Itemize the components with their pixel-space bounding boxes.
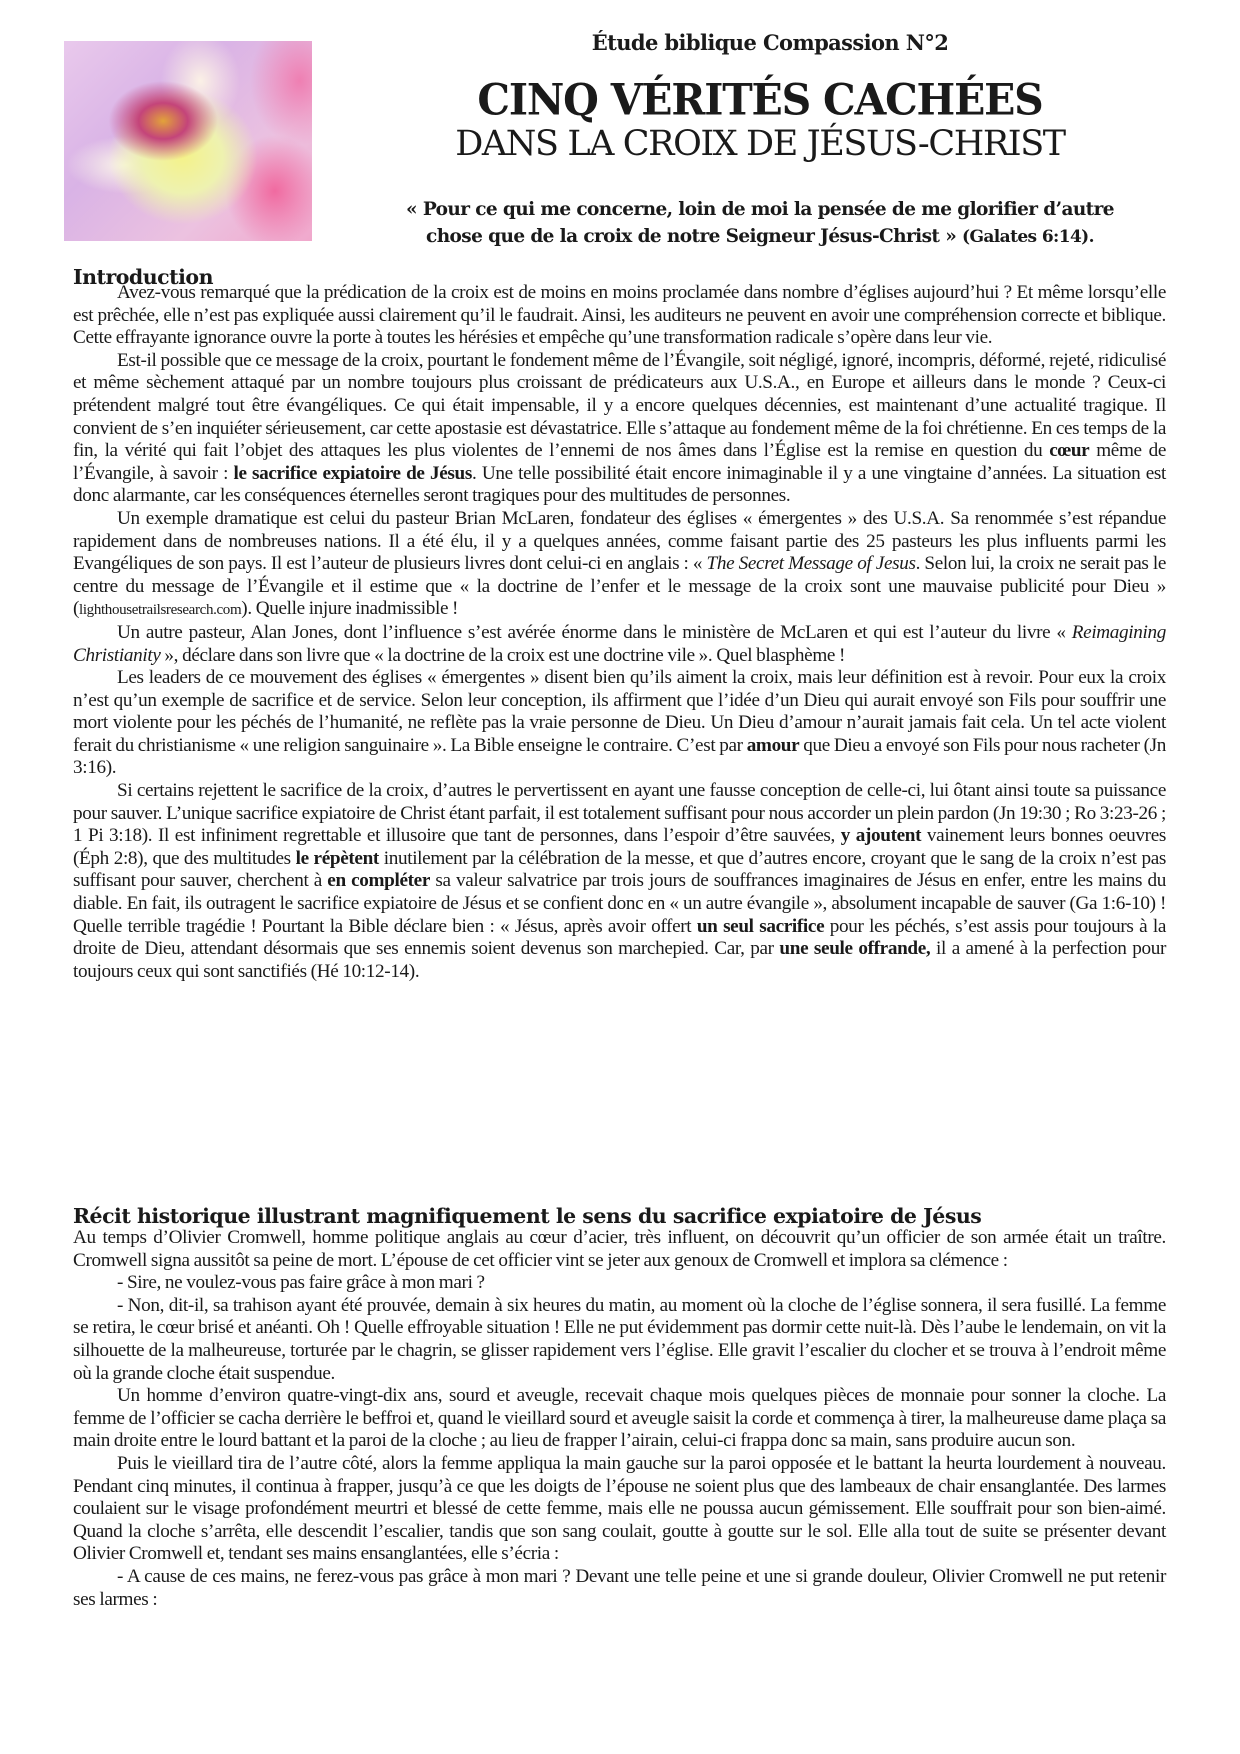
epigraph-line-2 [330,223,1190,251]
paragraph [73,1385,1166,1453]
page-subtitle: DANS LA CROIX DE JÉSUS-CHRIST [455,124,1065,164]
text-run: - Non, dit-il, sa trahison ayant été prouvée, demain à six heures du matin, au moment où la cloche de l’église sonnera, il sera fusillé. La femme se retira, le cœur brisé et anéanti. Oh ! Quelle effroyable situation ! Elle ne put évidemment pas dormir cette nuit-là. Dès l’aube le lendemain, on vit la silhouette de la malheureuse, torturée par le chagrin, se glisser rapidement vers l’église. Elle gravit l’escalier du clocher et se trouva à l’endroit même où la grande cloche était suspendue. [73,1294,1166,1384]
bold-emphasis: le sacrifice expiatoire de Jésus [233,462,472,484]
text-run: Puis le vieillard tira de l’autre côté, alors la femme appliqua la main gauche sur la paroi opposée et le battant la heurta lourdement à nouveau. Pendant cinq minutes, il continua à frapper, jusqu’à ce que les doigts de l’épouse ne soient plus que des lambeaux de chair ensanglantée. Des larmes coulaient sur le visage profondément meurtri et blessé de cette femme, mais elle ne poussa aucun gémissement. Elle souffrait pour son bien-aimé. Quand la cloche s’arrêta, elle descendit l’escalier, tandis que son sang coulait, goutte à goutte sur le sol. Elle alla tout de suite se présenter devant Olivier Cromwell et, tendant ses mains ensanglantées, elle s’écria : [73,1452,1166,1565]
epigraph-line-1: « Pour ce qui me concerne, loin de moi la pensée de me glorifier d’autre [406,199,1114,220]
paragraph [73,1227,1166,1272]
text-run: Est-il possible que ce message de la croix, pourtant le fondement même de l’Évangile, soit négligé, ignoré, incompris, déformé, rejeté, ridiculisé et même sèchement attaqué par un nombre toujours plus croissant de prédicateurs aux U.S.A., en Europe et ailleurs dans le monde ? Ceux-ci prétendent malgré tout être évangéliques. Ce qui était impensable, il y a encore quelques décennies, est maintenant d’une actualité tragique. Il convient de s’en inquiéter sérieusement, car cette apostasie est dévastatrice. Elle s’attaque au fondement même de la foi chrétienne. En ces temps de la fin, la vérité qui fait l’objet des attaques les plus violentes de l’ennemi de nos âmes dans l’Église est la remise en question du [73,349,1166,462]
paragraph [73,350,1166,508]
text-run: - Sire, ne voulez-vous pas faire grâce à mon mari ? [117,1272,485,1294]
bold-emphasis: en compléter [327,870,431,892]
text-run: Les leaders de ce mouvement des églises « émergentes » disent bien qu’ils aiment la croix, mais leur définition est à revoir. Pour eux la croix n’est qu’un exemple de sacrifice et de service. Selon leur conception, ils affirment que l’idée d’un Dieu qui aurait envoyé son Fils pour souffrir une mort violente pour les péchés de l’humanité, ne reflète pas la vraie personne de Dieu. Un Dieu d’amour n’aurait jamais fait cela. Un tel acte violent ferait du christianisme « une religion sanguinaire ». La Bible enseigne le contraire. C’est par [73,667,1166,756]
bold-emphasis: amour [746,734,800,756]
paragraph [73,1566,1166,1611]
paragraph [73,622,1166,667]
flower-image [64,41,312,241]
text-run: inutilement par la célébration de la messe, et que d’autres encore, croyant que le sang de la croix n’est pas suffisant pour sauver, cherchent à [73,847,1166,892]
text-run: sa valeur salvatrice par trois jours de souffrances imaginaires de Jésus en enfer, entre les mains du diable. En fait, ils outragent le sacrifice expiatoire de Jésus et se confient donc en « un autre évangile », absolument incapable de sauver (Ga 1:6-10) ! Quelle terrible tragédie ! Pourtant la Bible déclare bien : « Jésus, après avoir offert [73,870,1166,937]
text-run: - A cause de ces mains, ne ferez-vous pas grâce à mon mari ? Devant une telle peine et une si grande douleur, Olivier Cromwell ne put retenir ses larmes : [73,1565,1166,1610]
section-body-historical-story [73,1227,1166,1611]
text-run: Si certains rejettent le sacrifice de la croix, d’autres le pervertissent en ayant une fausse conception de celle-ci, lui ôtant ainsi toute sa puissance pour sauver. L’unique sacrifice expiatoire de Christ étant parfait, il est totalement suffisant pour nous accorder un plein pardon (Jn 19:30 ; Ro 3:23-26 ; 1 Pi 3:18). Il est infiniment regrettable et illusoire que tant de personnes, dans l’espoir d’être sauvées, [73,780,1166,847]
book-title: The Secret Message of Jesus [706,553,916,575]
section-heading-introduction: Introduction [73,265,213,289]
text-run: . Une telle possibilité était encore inimaginable il y a une vingtaine d’années. La situation est donc alarmante, car les conséquences éternelles seront tragiques pour des multitudes de personnes. [73,462,1166,507]
text-run: que Dieu a envoyé son Fils pour nous racheter (Jn 3:16). [73,734,1166,779]
section-heading-historical-story: Récit historique illustrant magnifiquement le sens du sacrifice expiatoire de Jésus [73,1204,982,1228]
epigraph-quote [330,196,1190,251]
page-title: CINQ VÉRITÉS CACHÉES [477,74,1043,126]
text-run: », déclare dans son livre que « la doctrine de la croix est une doctrine vile ». Quel blasphème ! [160,644,846,666]
series-label: Étude biblique Compassion N°2 [591,30,949,55]
paragraph [73,1453,1166,1566]
paragraph [73,1295,1166,1385]
text-run: il a amené à la perfection pour toujours ceux qui sont sanctifiés (Hé 10:12-14). [73,938,1166,982]
epigraph-text: chose que de la croix de notre Seigneur Jésus-Christ » [426,226,957,247]
text-run: . Selon lui, la croix ne serait pas le centre du message de l’Évangile et il estime que « la doctrine de l’enfer et le message de la croix sont une mauvaise publicité pour Dieu » ( [73,553,1166,620]
paragraph [73,667,1166,780]
source-reference: lighthousetrailsresearch.com [79,602,242,619]
bold-emphasis: une seule offrande, [779,938,931,960]
paragraph [73,282,1166,350]
bold-emphasis: un seul sacrifice [696,915,825,937]
text-run: Avez-vous remarqué que la prédication de la croix est de moins en moins proclamée dans nombre d’églises aujourd’hui ? Et même lorsqu’elle est prêchée, elle n’est pas expliquée aussi clairement qu’il le faudrait. Ainsi, les auditeurs ne peuvent en avoir une compréhension correcte et biblique. Cette effrayante ignorance ouvre la porte à toutes les hérésies et empêche qu’une transformation radicale s’opère dans leur vie. [73,282,1166,349]
text-run: Un homme d’environ quatre-vingt-dix ans, sourd et aveugle, recevait chaque mois quelques pièces de monnaie pour sonner la cloche. La femme de l’officier se cacha derrière le beffroi et, quand le vieillard sourd et aveugle saisit la corde et commença à tirer, la malheureuse dame plaça sa main droite entre le lourd battant et la paroi de la cloche ; au lieu de frapper l’airain, celui-ci frappa donc sa main, sans produire aucun son. [73,1385,1166,1452]
text-run: Un autre pasteur, Alan Jones, dont l’influence s’est avérée énorme dans le ministère de McLaren et qui est l’auteur du livre « [117,621,1072,643]
text-run: Au temps d’Olivier Cromwell, homme politique anglais au cœur d’acier, très influent, on découvrit qu’un officier de son armée était un traître. Cromwell signa aussitôt sa peine de mort. L’épouse de cet officier vint se jeter aux genoux de Cromwell et implora sa clémence : [73,1227,1166,1271]
bold-emphasis: cœur [1049,440,1090,462]
paragraph [73,1272,1166,1295]
text-run: vainement leurs bonnes oeuvres (Éph 2:8), que des multitudes [73,825,1166,869]
epigraph-reference: (Galates 6:14). [962,227,1094,247]
book-title: Reimagining Christianity [73,621,1166,666]
text-run: pour les péchés, s’est assis pour toujours à la droite de Dieu, attendant désormais que ses ennemis soient devenus son marchepied. Car, par [73,915,1166,960]
bold-emphasis: le répètent [295,847,379,869]
text-run: ). Quelle injure inadmissible ! [241,598,459,620]
paragraph [73,508,1166,622]
text-run: Un exemple dramatique est celui du pasteur Brian McLaren, fondateur des églises « émergentes » des U.S.A. Sa renommée s’est répandue rapidement dans de nombreuses nations. Il a été élu, il y a quelques années, comme faisant partie des 25 pasteurs les plus influents parmi les Evangéliques de son pays. Il est l’auteur de plusieurs livres dont celui-ci en anglais : « [73,507,1166,575]
paragraph [73,780,1166,983]
text-run: même de l’Évangile, à savoir : [73,440,1166,484]
section-body-introduction [73,282,1166,983]
bold-emphasis: y ajoutent [840,825,922,847]
